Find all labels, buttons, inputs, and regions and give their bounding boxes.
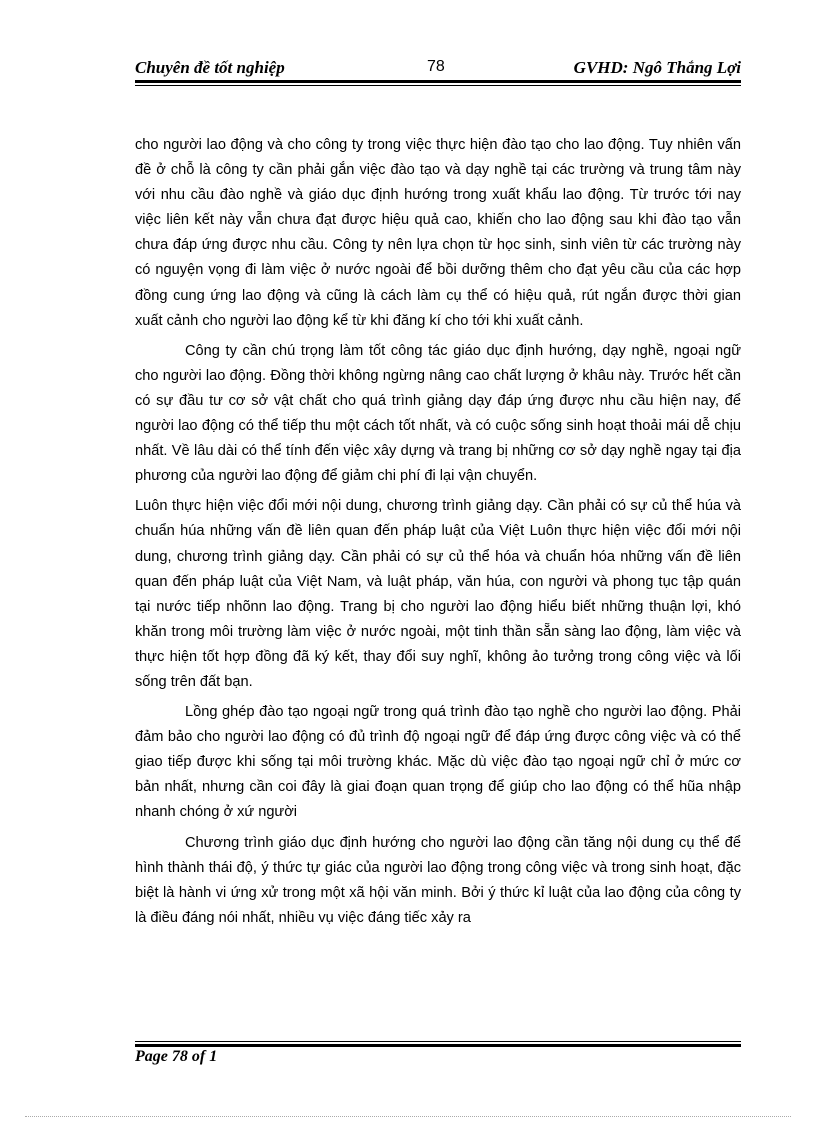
page-bottom-edge bbox=[25, 1116, 791, 1117]
header-rule-thin bbox=[135, 85, 741, 86]
header-advisor: GVHD: Ngô Thắng Lợi bbox=[573, 58, 741, 77]
header-rule-thick bbox=[135, 80, 741, 83]
footer-rule-thin bbox=[135, 1041, 741, 1042]
paragraph-1: cho người lao động và cho công ty trong việc thực hiện đào tạo cho lao động. Tuy nhiên vấn đề ở chỗ là công ty cần phải gắn việc đào tạo và dạy nghề tại các trường và trung tâm này với nhu cầu đào nghề và giáo dục định hướng trong xuất khẩu lao động. Từ trước tới nay việc liên kết này vẫn chưa đạt được hiệu quả cao, khiến cho lao động sau khi đào tạo vẫn chưa đáp ứng được nhu cầu. Công ty nên lựa chọn từ học sinh, sinh viên từ các trường này có nguyện vọng đi làm việc ở nước ngoài để bồi dưỡng thêm cho đạt yêu cầu của các hợp đồng cung ứng lao động và cũng là cách làm cụ thể có hiệu quả, rút ngắn được thời gian xuất cảnh cho người lao động kể từ khi đăng kí cho tới khi xuất cảnh. bbox=[135, 137, 741, 329]
page-header bbox=[135, 58, 741, 80]
header-page-number: 78 bbox=[427, 58, 445, 75]
document-body bbox=[135, 133, 741, 936]
header-title: Chuyên đề tốt nghiệp bbox=[135, 58, 285, 77]
paragraph-5: Chương trình giáo dục định hướng cho người lao động cần tăng nội dung cụ thể để hình thành thái độ, ý thức tự giác của người lao động trong công việc và trong sinh hoạt, đặc biệt là hành vi ứng xử trong một xã hội văn minh. Bởi ý thức kỉ luật của lao động của công ty là điều đáng nói nhất, nhiều vụ việc đáng tiếc xảy ra bbox=[135, 834, 741, 926]
paragraph-2: Công ty cần chú trọng làm tốt công tác giáo dục định hướng, dạy nghề, ngoại ngữ cho người lao động. Đồng thời không ngừng nâng cao chất lượng ở khâu này. Trước hết cần có sự đầu tư cơ sở vật chất cho quá trình giảng dạy đáp ứng được nhu cầu hiện nay, để người lao động có thể tiếp thu một cách tốt nhất, và có cuộc sống sinh hoạt thoải mái dễ chịu nhất. Về lâu dài có thể tính đến việc xây dựng và trang bị những cơ sở dạy nghề ngay tại địa phương của người lao động để giảm chi phí đi lại vận chuyển. bbox=[135, 342, 741, 485]
footer-rule-thick bbox=[135, 1044, 741, 1047]
page-footer: Page 78 of 1 bbox=[135, 1048, 218, 1065]
paragraph-3: Luôn thực hiện việc đổi mới nội dung, chương trình giảng dạy. Cần phải có sự củ thể húa và chuẩn húa những vấn đề liên quan đến pháp luật của Việt Luôn thực hiện việc đổi mới nội dung, chương trình giảng dạy. Cần phải có sự củ thể hóa và chuẩn hóa những vấn đề liên quan đến pháp luật của Việt Nam, và luật pháp, văn húa, con người và phong tục tập quán tại nước tiếp nhõnn lao động. Trang bị cho người lao động hiểu biết những thuận lợi, khó khăn trong môi trường làm việc ở nước ngoài, một tinh thần sẵn sàng lao động, làm việc và thực hiện tốt hợp đồng đã ký kết, thay đổi suy nghĩ, không ảo tưởng trong công việc và lối sống trên đất bạn. bbox=[135, 498, 741, 690]
paragraph-4: Lồng ghép đào tạo ngoại ngữ trong quá trình đào tạo nghề cho người lao động. Phải đảm bảo cho người lao động có đủ trình độ ngoại ngữ để đáp ứng được công việc và có thể giao tiếp được khi sống tại môi trường khác. Mặc dù việc đào tạo ngoại ngữ chỉ ở mức cơ bản nhất, nhưng cần coi đây là giai đoạn quan trọng để giúp cho lao động có thể hũa nhập nhanh chóng ở xứ người bbox=[135, 704, 741, 821]
